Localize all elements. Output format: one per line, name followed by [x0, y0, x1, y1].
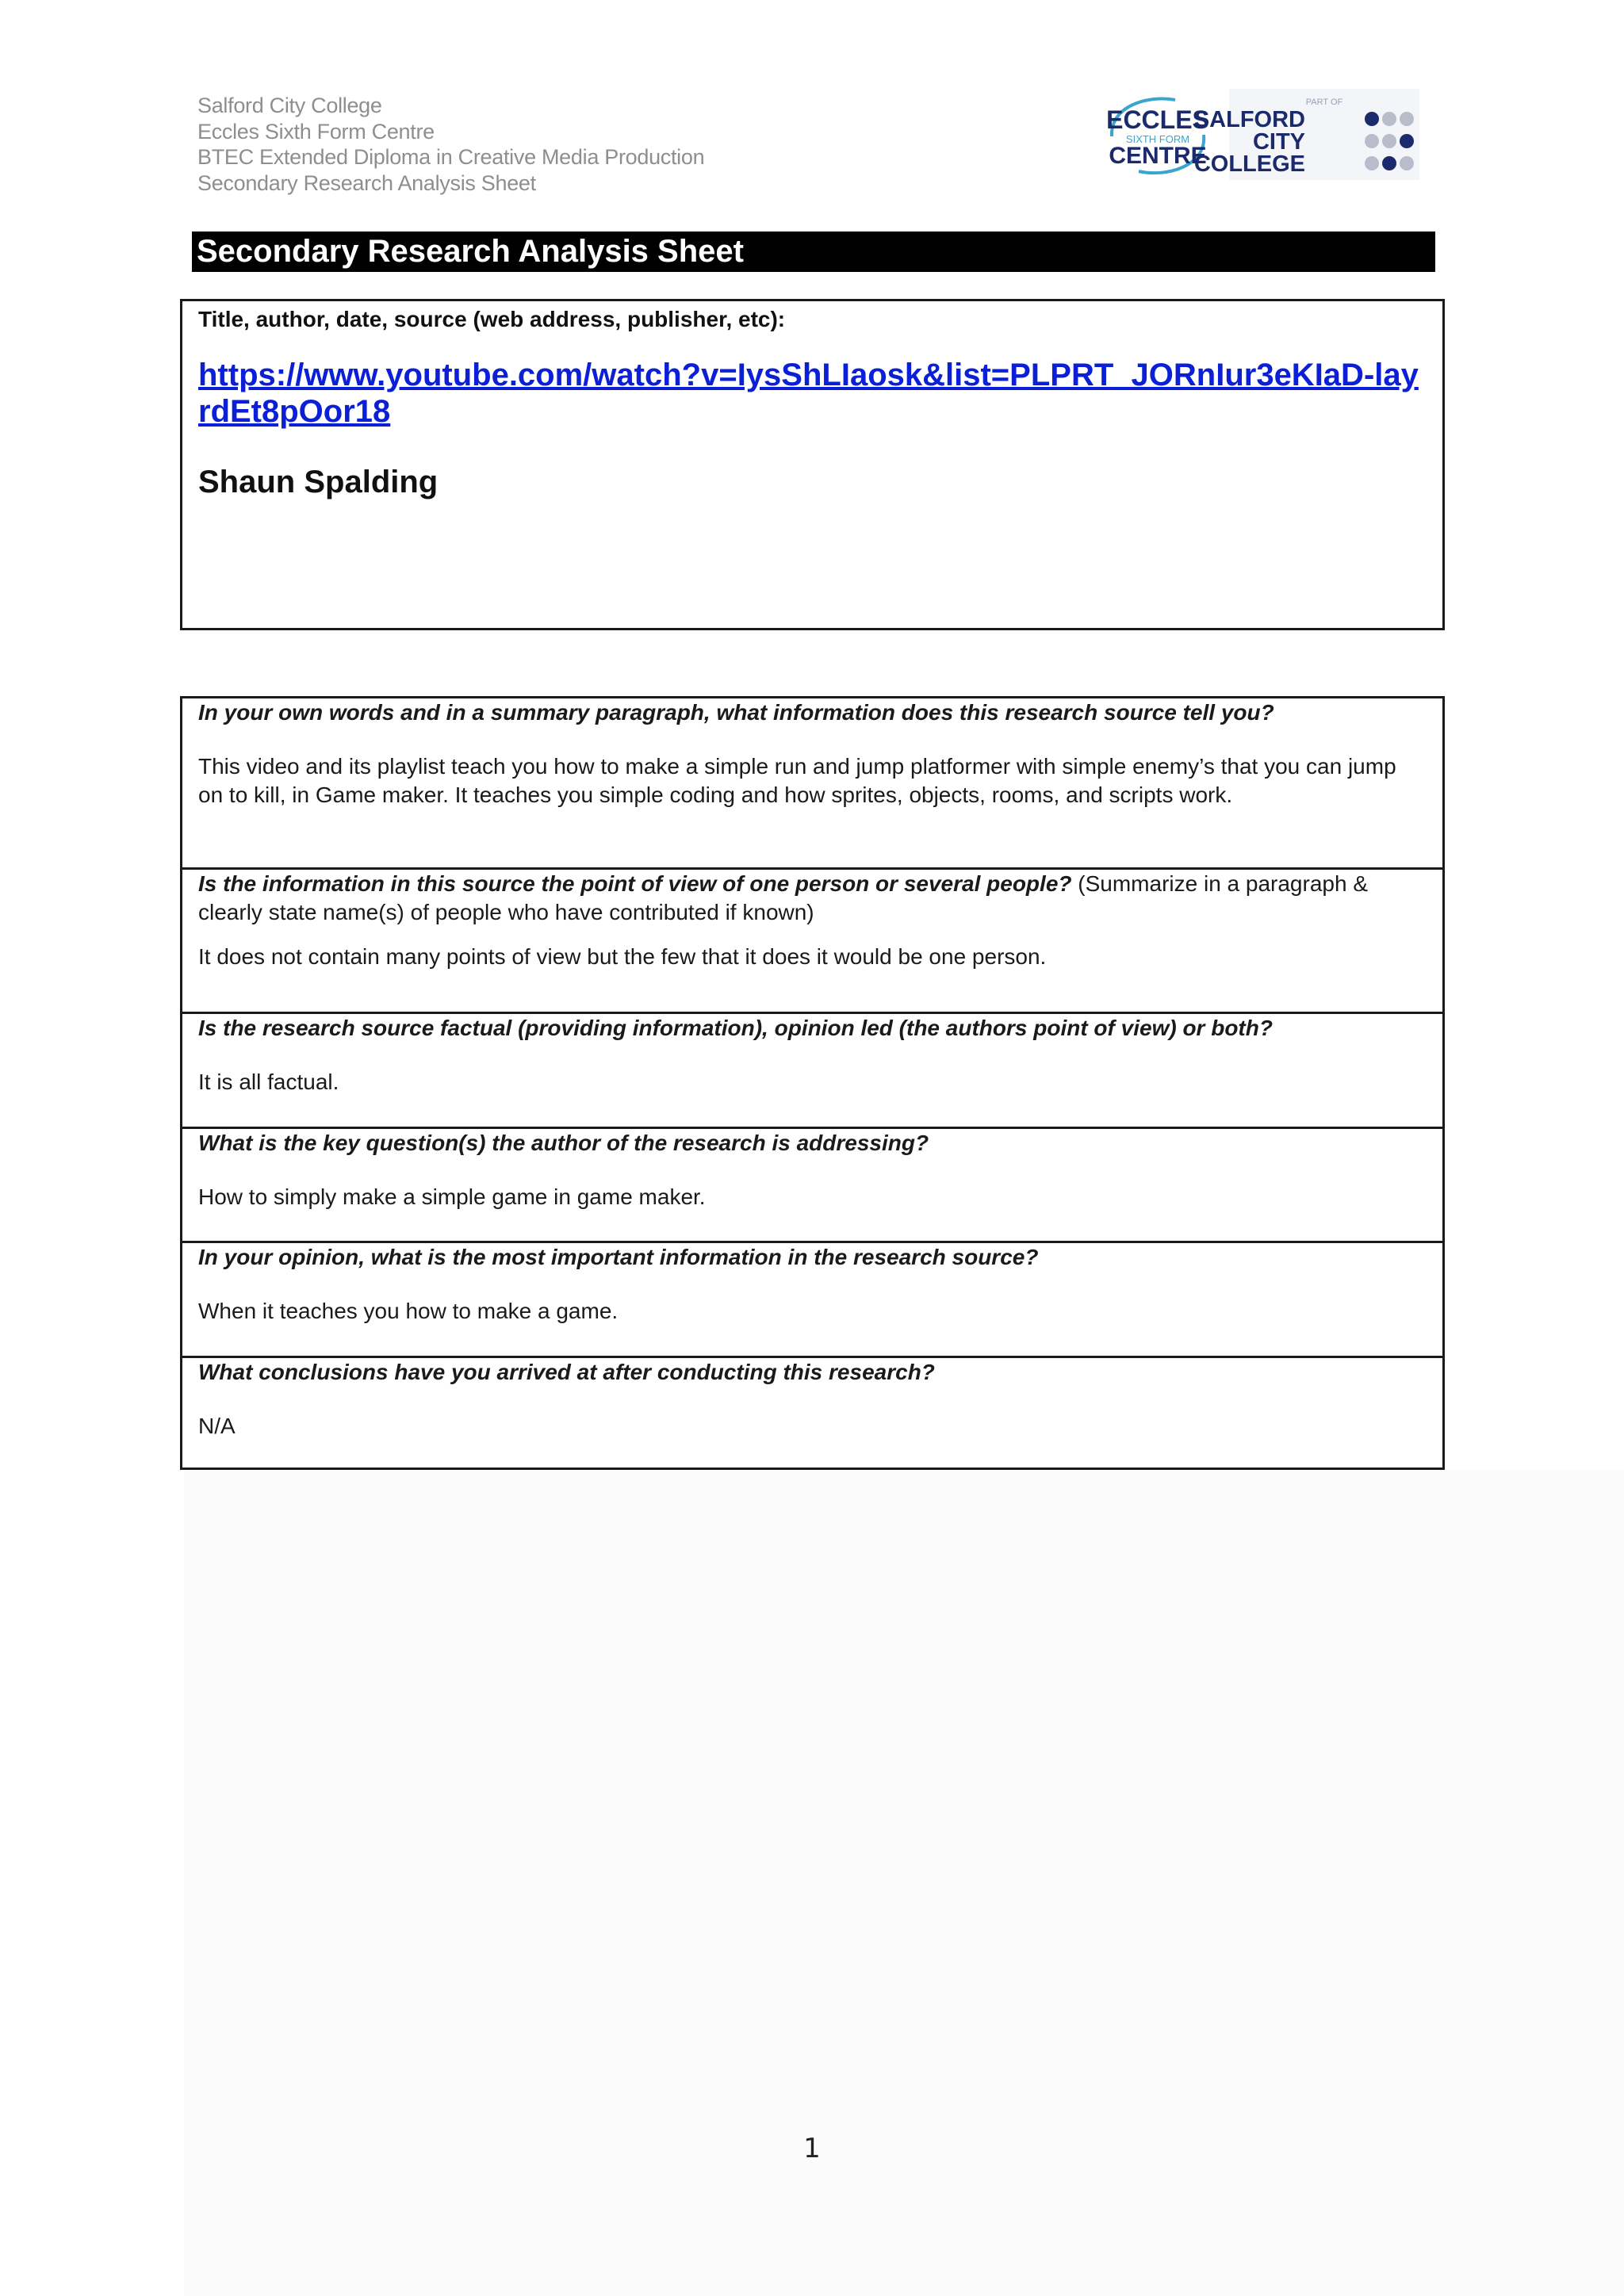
- header-line-centre: Eccles Sixth Form Centre: [197, 119, 435, 144]
- page-shading: [184, 1471, 1624, 2296]
- source-label: Title, author, date, source (web address, publisher, etc):: [198, 307, 786, 331]
- salford-logo-line2: CITY: [1252, 129, 1305, 155]
- answer-text: It does not contain many points of view but the few that it does it would be one person.: [198, 944, 1047, 969]
- answer-text: How to simply make a simple game in game maker.: [198, 1184, 706, 1209]
- header-line-college: Salford City College: [197, 94, 382, 117]
- question-text: Is the research source factual (providing information), opinion led (the authors point of view) or both?: [198, 1016, 1273, 1040]
- answer-text: When it teaches you how to make a game.: [198, 1299, 619, 1323]
- answer-text: This video and its playlist teach you how to make a simple run and jump platformer with simple enemy’s that you can jump on to kill, in Game maker. It teaches you simple coding and how sprites, objects, rooms, and scripts work.: [198, 754, 1396, 807]
- analysis-row-key-question: [182, 1127, 1442, 1241]
- eccles-logo-centre-text: CENTRE: [1109, 143, 1207, 169]
- question-text: In your opinion, what is the most important information in the research source?: [198, 1245, 1039, 1269]
- salford-logo-line1: SALFORD: [1193, 107, 1305, 132]
- eccles-logo-subtext: SIXTH FORM: [1125, 133, 1190, 145]
- answer-text: It is all factual.: [198, 1070, 339, 1094]
- header-line-sheet: Secondary Research Analysis Sheet: [197, 170, 536, 195]
- header-line-course: BTEC Extended Diploma in Creative Media Production: [197, 145, 705, 169]
- analysis-table: [180, 696, 1445, 1470]
- source-author: Shaun Spalding: [198, 465, 439, 499]
- salford-logo-tag: PART OF: [1305, 98, 1343, 107]
- question-text: Is the information in this source the point of view of one person or several people?: [198, 871, 1072, 896]
- answer-text: N/A: [198, 1414, 236, 1438]
- question-text: In your own words and in a summary paragraph, what information does this research source tell you?: [198, 700, 1274, 725]
- page-title: Secondary Research Analysis Sheet: [192, 232, 1435, 272]
- dots-icon: [1365, 112, 1414, 170]
- question-text: What conclusions have you arrived at after conducting this research?: [198, 1360, 935, 1384]
- page-number: 1: [803, 2133, 821, 2164]
- source-details-box: [180, 299, 1445, 630]
- salford-city-college-logo: [1193, 89, 1419, 180]
- analysis-row-factual: [182, 1012, 1442, 1127]
- analysis-row-summary: [182, 698, 1442, 867]
- analysis-row-important-info: [182, 1241, 1442, 1356]
- document-header: [197, 93, 704, 196]
- question-text: What is the key question(s) the author of the research is addressing?: [198, 1131, 929, 1155]
- question-note: (Summarize in a paragraph & clearly state name(s) of people who have contributed if known): [198, 871, 1369, 924]
- salford-logo-line3: COLLEGE: [1193, 151, 1305, 177]
- analysis-row-conclusions: [182, 1356, 1442, 1468]
- source-url-link[interactable]: https://www.youtube.com/watch?v=IysShLIaosk&list=PLPRT_JORnIur3eKIaD-layrdEt8pOor18: [198, 358, 1419, 429]
- analysis-row-viewpoint: [182, 867, 1442, 1012]
- eccles-logo-text: ECCLES: [1106, 105, 1209, 134]
